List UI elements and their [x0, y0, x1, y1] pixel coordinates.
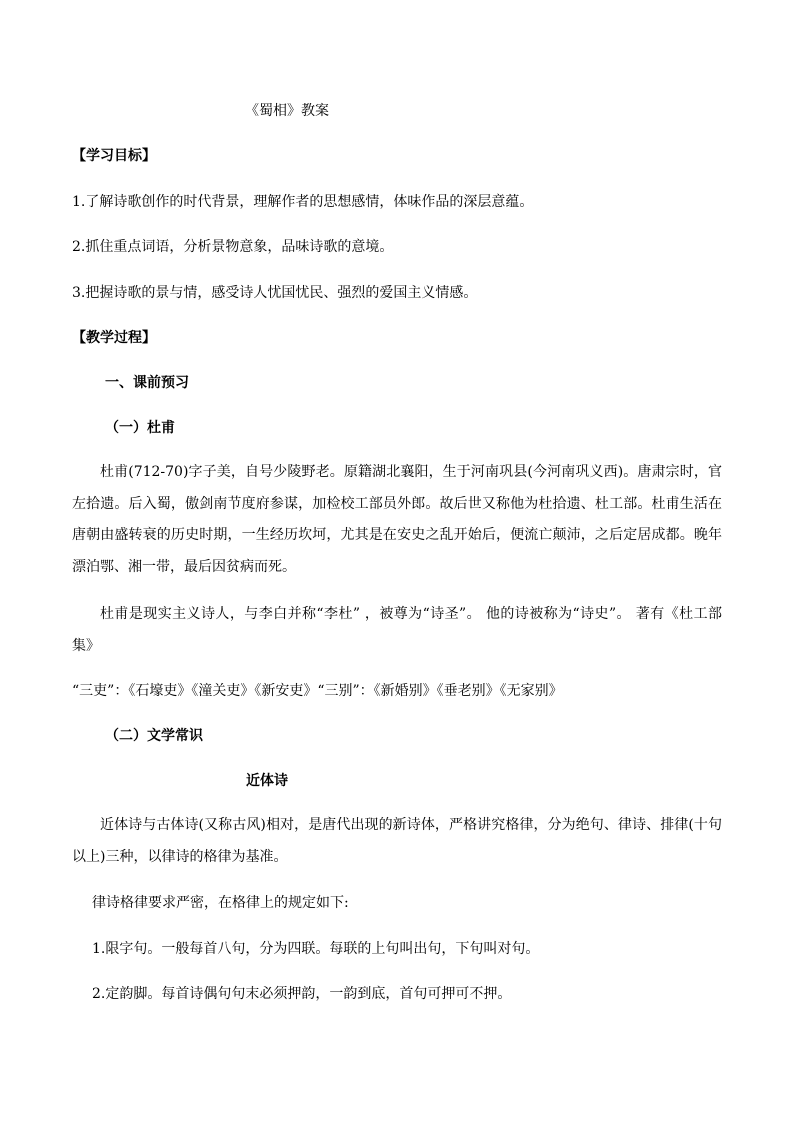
goal-item-2: 2.抓住重点词语，分析景物意象，品味诗歌的意境。	[72, 239, 394, 255]
sub2-heading: （二）文学常识	[105, 728, 203, 744]
lvshi-rule-intro: 律诗格律要求严密，在格律上的规定如下:	[92, 895, 349, 911]
goal-item-1: 1.了解诗歌创作的时代背景，理解作者的思想感情，体味作品的深层意蕴。	[72, 194, 534, 210]
dufu-bio-paragraph: 杜甫(712-70)字子美，自号少陵野老。原籍湖北襄阳，生于河南巩县(今河南巩义西)。唐肃宗时，官左拾遗。后入蜀，傲剑南节度府参谋，加检校工部员外郎。故后世又称他为杜拾遗、杜工部。杜甫生活在唐朝由盛转衰的历史时期，一生经历坎坷，尤其是在安史之乱开始后，便流亡颠沛，之后定居成都。晚年漂泊鄂、湘一带，最后因贫病而死。	[72, 464, 722, 575]
rule-1: 1.限字句。一般每首八句，分为四联。每联的上句叫出句，下句叫对句。	[92, 941, 540, 957]
jinti-intro-paragraph: 近体诗与古体诗(又称古风)相对，是唐代出现的新诗体，严格讲究格律，分为绝句、律诗、排律(十句以上)三种，以律诗的格律为基准。	[72, 817, 722, 865]
document-title: 《蜀相》教案	[245, 103, 329, 119]
jinti-heading: 近体诗	[246, 773, 288, 789]
process-heading: 【教学过程】	[72, 330, 156, 346]
san-li-san-bie: “三吏”：《石壕吏》《潼关吏》《新安吏》“三别”：《新婚别》《垂老别》《无家别》	[72, 683, 563, 699]
goals-heading: 【学习目标】	[72, 148, 156, 164]
goal-item-3: 3.把握诗歌的景与情，感受诗人忧国忧民、强烈的爱国主义情感。	[72, 285, 478, 301]
sub1-heading: （一）杜甫	[105, 420, 175, 436]
rule-2: 2.定韵脚。每首诗偶句句末必须押韵，一韵到底，首句可押可不押。	[92, 986, 512, 1002]
part1-heading: 一、课前预习	[105, 375, 189, 391]
dufu-status-paragraph: 杜甫是现实主义诗人，与李白并称“李杜” ，被尊为“诗圣”。 他的诗被称为“诗史”。 著有《杜工部集》	[72, 606, 722, 654]
